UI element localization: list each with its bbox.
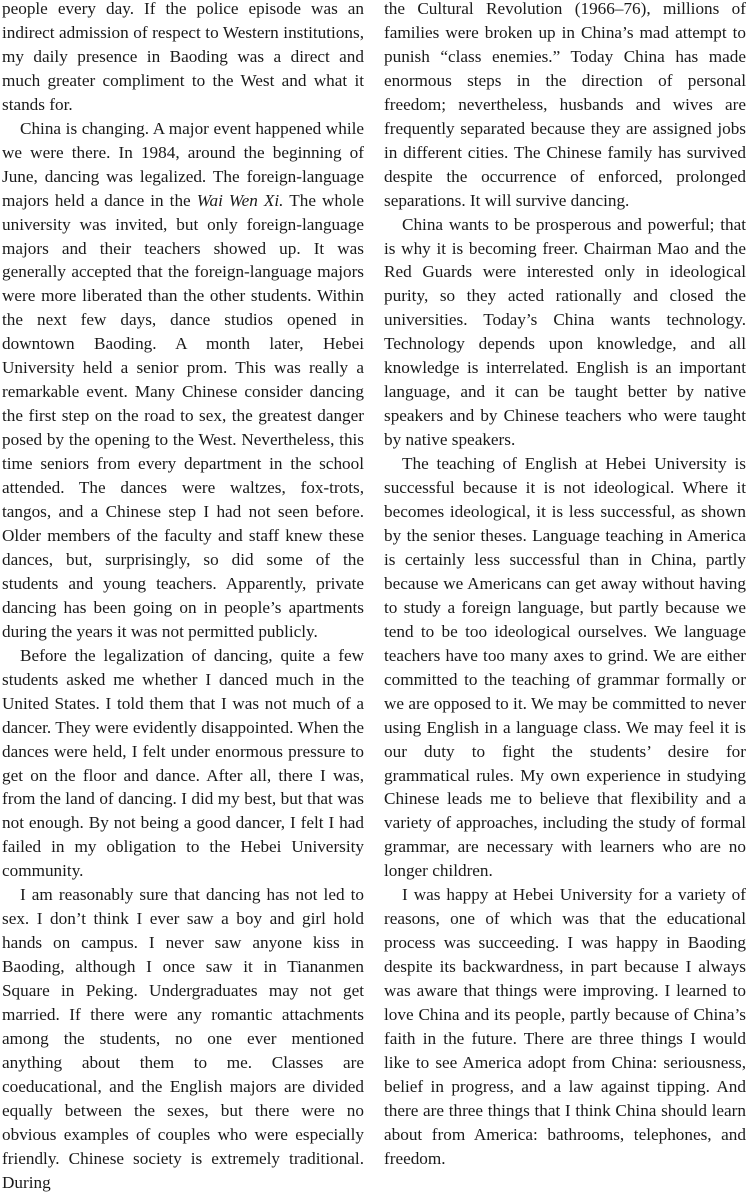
right-column <box>384 0 746 1171</box>
paragraph: The teaching of English at Hebei University is successful because it is not ideological. Where it becomes ideological, it is less successful, as shown by the senior theses. Language teaching in America is certainly less successful than in China, partly because we Americans can get away without having to study a foreign language, but partly because we tend to be too ideological ourselves. We language teachers have too many axes to grind. We are either committed to the teaching of grammar formally or we are opposed to it. We may be committed to never using English in a language class. We may feel it is our duty to fight the students’ desire for grammatical rules. My own experience in studying Chinese leads me to believe that flexibility and a variety of approaches, including the study of formal grammar, are necessary with learners who are no longer children. <box>384 454 746 881</box>
paragraph: I was happy at Hebei University for a variety of reasons, one of which was that the educational process was succeeding. I was happy in Baoding despite its backwardness, in part because I always was aware that things were improving. I learned to love China and its people, partly because of China’s faith in the future. There are three things I would like to see America adopt from China: seriousness, belief in progress, and a law against tipping. And there are three things that I think China should learn about from America: bathrooms, telephones, and freedom. <box>384 885 746 1168</box>
paragraph: I am reasonably sure that dancing has not led to sex. I don’t think I ever saw a boy and girl hold hands on campus. I never saw anyone kiss in Baoding, although I once saw it in Tiananmen Square in Peking. Undergraduates may not get married. If there were any romantic attachments among the students, no one ever mentioned anything about them to me. Classes are coeducational, and the English majors are divided equally between the sexes, but there were no obvious examples of couples who were especially friendly. Chinese society is extremely traditional. During <box>2 885 364 1192</box>
paragraph <box>2 117 364 644</box>
paragraph: people every day. If the police episode was an indirect admission of respect to Western institutions, my daily presence in Baoding was a direct and much greater compliment to the West and what it stands for. <box>2 0 364 114</box>
paragraph: China wants to be prosperous and powerful; that is why it is becoming freer. Chairman Mao and the Red Guards were interested only in ideological purity, so they acted rationally and closed the universities. Today’s China wants technology. Technology depends upon knowledge, and all knowledge is interrelated. English is an important language, and it can be taught better by native speakers and by Chinese teachers who were taught by native speakers. <box>384 214 746 450</box>
italic-term: Wai Wen Xi. <box>196 190 284 210</box>
paragraph-text: China is changing. A major event happened while we were there. In 1984, around the beginning of June, dancing was legalized. The foreign-language majors held a dance in the <box>2 118 364 210</box>
paragraph: Before the legalization of dancing, quite a few students asked me whether I danced much in the United States. I told them that I was not much of a dancer. They were evidently disappointed. When the dances were held, I felt under enormous pressure to get on the floor and dance. After all, there I was, from the land of dancing. I did my best, but that was not enough. By not being a good dancer, I felt I had failed in my obligation to the Hebei University community. <box>2 645 364 881</box>
left-column <box>2 0 364 1195</box>
paragraph: the Cultural Revolution (1966–76), millions of families were broken up in China’s mad attempt to punish “class enemies.” Today China has made enormous steps in the direction of personal freedom; nevertheless, husbands and wives are frequently separated because they are assigned jobs in different cities. The Chinese family has survived despite the occurrence of enforced, prolonged separations. It will survive dancing. <box>384 0 746 210</box>
paragraph-text: The whole university was invited, but only foreign-language majors and their teachers showed up. It was generally accepted that the foreign-language majors were more liberated than the other students. Within the next few days, dance studios opened in downtown Baoding. A month later, Hebei University held a senior prom. This was really a remarkable event. Many Chinese consider dancing the first step on the road to sex, the greatest danger posed by the opening to the West. Nevertheless, this time seniors from every department in the school attended. The dances were waltzes, fox-trots, tangos, and a Chinese step I had not seen before. Older members of the faculty and staff knew these dances, but, surprisingly, so did some of the students and young teachers. Apparently, private dancing has been going on in people’s apartments during the years it was not permitted publicly. <box>2 190 364 641</box>
